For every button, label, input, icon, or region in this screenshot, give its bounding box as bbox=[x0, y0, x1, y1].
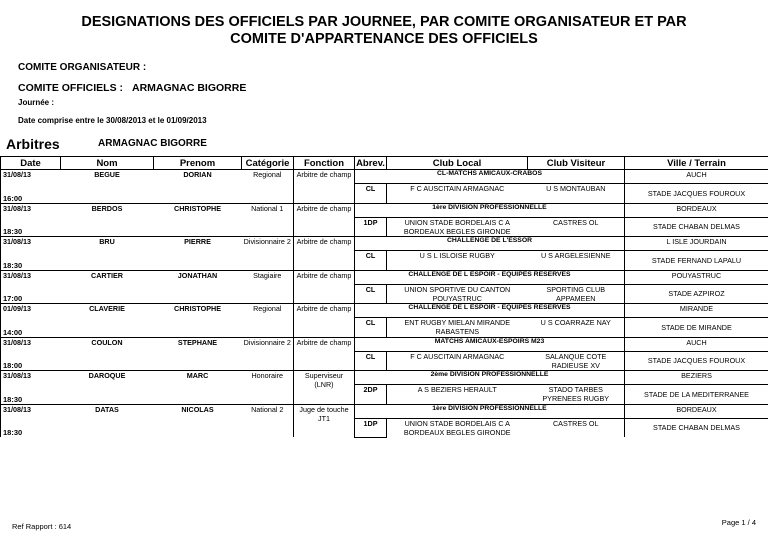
cell-competition: MATCHS AMICAUX-ESPOIRS M23 bbox=[355, 337, 625, 351]
page-number: Page 1 / 4 bbox=[721, 518, 756, 527]
comite-officiels-value: ARMAGNAC BIGORRE bbox=[132, 82, 247, 94]
table-header-row bbox=[1, 157, 768, 170]
cell-ville: L ISLE JOURDAIN bbox=[625, 237, 768, 251]
cell-abrev: 1DP bbox=[355, 217, 387, 237]
cell-club-visiteur: U S COARRAZE NAY bbox=[528, 318, 625, 338]
cell-fonction: Arbitre de champ bbox=[294, 170, 355, 204]
cell-terrain: STADE JACQUES FOUROUX bbox=[625, 184, 768, 204]
cell-ville: POUYASTRUC bbox=[625, 270, 768, 284]
table-row bbox=[1, 170, 768, 184]
cell-club-local: UNION SPORTIVE DU CANTON POUYASTRUC bbox=[404, 284, 511, 303]
cell-date: 31/08/13 bbox=[1, 237, 61, 251]
cell-prenom: PIERRE bbox=[154, 237, 242, 251]
table-row bbox=[1, 237, 768, 251]
cell-club-visiteur: U S MONTAUBAN bbox=[528, 184, 625, 204]
cell-categorie: National 2 bbox=[242, 404, 294, 418]
cell-date: 31/08/13 bbox=[1, 371, 61, 385]
cell-club-local: F C AUSCITAIN ARMAGNAC bbox=[410, 351, 505, 361]
cell-categorie: Divisionnaire 2 bbox=[242, 237, 294, 251]
section-comite: ARMAGNAC BIGORRE bbox=[98, 138, 207, 149]
col-prenom: Prenom bbox=[154, 157, 242, 170]
cell-ville: BORDEAUX bbox=[625, 203, 768, 217]
cell-competition: 1ère DIVISION PROFESSIONNELLE bbox=[355, 203, 625, 217]
table-row bbox=[1, 371, 768, 385]
cell-club-visiteur: CASTRES OL bbox=[528, 418, 625, 437]
cell-abrev: CL bbox=[355, 318, 387, 338]
cell-terrain: STADE DE MIRANDE bbox=[625, 318, 768, 338]
cell-abrev: CL bbox=[355, 184, 387, 204]
cell-nom: DAROQUE bbox=[61, 371, 154, 385]
cell-club-visiteur: SALANQUE COTE RADIEUSE XV bbox=[528, 351, 625, 371]
cell-categorie: Stagiaire bbox=[242, 270, 294, 284]
table-row bbox=[1, 404, 768, 418]
cell-date: 01/09/13 bbox=[1, 304, 61, 318]
cell-club-visiteur: SPORTING CLUB APPAMEEN bbox=[528, 284, 625, 304]
table-row bbox=[1, 203, 768, 217]
cell-fonction: Juge de touche JT1 bbox=[294, 404, 355, 437]
cell-club-local: U S L ISLOISE RUGBY bbox=[419, 251, 495, 260]
cell-heure: 14:00 bbox=[1, 328, 294, 338]
cell-club-local: A S BEZIERS HERAULT bbox=[417, 385, 497, 394]
cell-abrev: 1DP bbox=[355, 418, 387, 437]
cell-competition: CL-MATCHS AMICAUX-CRABOS bbox=[355, 170, 625, 184]
cell-competition: 1ère DIVISION PROFESSIONNELLE bbox=[355, 404, 625, 418]
cell-club-visiteur: CASTRES OL bbox=[528, 217, 625, 237]
table-row bbox=[1, 304, 768, 318]
cell-fonction: Arbitre de champ bbox=[294, 237, 355, 271]
cell-prenom: DORIAN bbox=[154, 170, 242, 184]
col-categorie: Catégorie bbox=[242, 157, 294, 170]
cell-categorie: National 1 bbox=[242, 203, 294, 217]
cell-fonction: Arbitre de champ bbox=[294, 304, 355, 338]
cell-fonction: Arbitre de champ bbox=[294, 270, 355, 304]
cell-club-visiteur: U S ARGELESIENNE bbox=[528, 251, 625, 271]
cell-ville: AUCH bbox=[625, 337, 768, 351]
comite-organisateur-label: COMITE ORGANISATEUR : bbox=[18, 62, 147, 73]
cell-abrev: CL bbox=[355, 284, 387, 304]
cell-prenom: STEPHANE bbox=[154, 337, 242, 351]
cell-ville: AUCH bbox=[625, 170, 768, 184]
cell-heure: 17:00 bbox=[1, 294, 294, 304]
report-title-line1: DESIGNATIONS DES OFFICIELS PAR JOURNEE, PAR COMITE ORGANISATEUR ET PAR bbox=[81, 14, 687, 30]
cell-heure: 18:00 bbox=[1, 361, 294, 371]
cell-terrain: STADE AZPIROZ bbox=[625, 284, 768, 304]
cell-fonction: Superviseur (LNR) bbox=[294, 371, 355, 405]
cell-categorie: Divisionnaire 2 bbox=[242, 337, 294, 351]
section-title: Arbitres bbox=[6, 136, 60, 152]
cell-nom: BRU bbox=[61, 237, 154, 251]
cell-nom: BERDOS bbox=[61, 203, 154, 217]
cell-date: 31/08/13 bbox=[1, 170, 61, 184]
cell-competition: CHALLENGE DE L'ESSOR bbox=[355, 237, 625, 251]
cell-terrain: STADE CHABAN DELMAS bbox=[625, 418, 768, 437]
cell-prenom: NICOLAS bbox=[154, 404, 242, 418]
cell-heure: 18:30 bbox=[1, 395, 294, 405]
cell-abrev: 2DP bbox=[355, 385, 387, 405]
cell-competition: CHALLENGE DE L ESPOIR - EQUIPES RESERVES bbox=[355, 304, 625, 318]
officials-table bbox=[0, 156, 768, 438]
cell-nom: CLAVERIE bbox=[61, 304, 154, 318]
journee-label: Journée : bbox=[18, 98, 55, 107]
cell-heure: 18:30 bbox=[1, 261, 294, 271]
cell-competition: 2ème DIVISION PROFESSIONNELLE bbox=[355, 371, 625, 385]
cell-nom: BEGUE bbox=[61, 170, 154, 184]
table-row bbox=[1, 270, 768, 284]
col-nom: Nom bbox=[61, 157, 154, 170]
cell-date: 31/08/13 bbox=[1, 270, 61, 284]
cell-club-local: ENT RUGBY MIELAN MIRANDE RABASTENS bbox=[404, 318, 511, 336]
cell-prenom: MARC bbox=[154, 371, 242, 385]
cell-terrain: STADE DE LA MEDITERRANEE bbox=[625, 385, 768, 405]
report-title-line2: COMITE D'APPARTENANCE DES OFFICIELS bbox=[230, 31, 538, 47]
cell-abrev: CL bbox=[355, 351, 387, 371]
cell-ville: MIRANDE bbox=[625, 304, 768, 318]
table-row bbox=[1, 337, 768, 351]
cell-prenom: CHRISTOPHE bbox=[154, 203, 242, 217]
cell-date: 31/08/13 bbox=[1, 337, 61, 351]
col-fonction: Fonction bbox=[294, 157, 355, 170]
col-club-visiteur: Club Visiteur bbox=[528, 157, 625, 170]
cell-terrain: STADE CHABAN DELMAS bbox=[625, 217, 768, 237]
cell-heure: 18:30 bbox=[1, 428, 294, 437]
cell-club-local: UNION STADE BORDELAIS C A BORDEAUX BEGLES GIRONDE bbox=[403, 217, 511, 236]
cell-nom: COULON bbox=[61, 337, 154, 351]
comite-officiels-label: COMITE OFFICIELS : bbox=[18, 82, 123, 94]
cell-fonction: Arbitre de champ bbox=[294, 203, 355, 237]
col-club-local: Club Local bbox=[387, 157, 528, 170]
cell-competition: CHALLENGE DE L ESPOIR - EQUIPES RESERVES bbox=[355, 270, 625, 284]
cell-prenom: CHRISTOPHE bbox=[154, 304, 242, 318]
col-abrev: Abrev. bbox=[356, 157, 385, 169]
cell-date: 31/08/13 bbox=[1, 404, 61, 418]
cell-fonction: Arbitre de champ bbox=[294, 337, 355, 371]
cell-date: 31/08/13 bbox=[1, 203, 61, 217]
cell-terrain: STADE FERNAND LAPALU bbox=[625, 251, 768, 271]
date-range: Date comprise entre le 30/08/2013 et le 01/09/2013 bbox=[18, 116, 207, 125]
cell-heure: 16:00 bbox=[1, 194, 294, 204]
cell-abrev: CL bbox=[355, 251, 387, 271]
col-ville-terrain: Ville / Terrain bbox=[625, 157, 768, 170]
cell-heure: 18:30 bbox=[1, 227, 294, 237]
cell-club-local: UNION STADE BORDELAIS C A BORDEAUX BEGLES GIRONDE bbox=[403, 418, 511, 437]
cell-ville: BEZIERS bbox=[625, 371, 768, 385]
cell-club-local: F C AUSCITAIN ARMAGNAC bbox=[410, 184, 505, 193]
report-ref: Ref Rapport : 614 bbox=[12, 522, 72, 531]
cell-terrain: STADE JACQUES FOUROUX bbox=[625, 351, 768, 371]
col-date: Date bbox=[1, 157, 61, 170]
cell-categorie: Regional bbox=[242, 304, 294, 318]
cell-ville: BORDEAUX bbox=[625, 404, 768, 418]
cell-categorie: Honoraire bbox=[242, 371, 294, 385]
cell-prenom: JONATHAN bbox=[154, 270, 242, 284]
cell-categorie: Regional bbox=[242, 170, 294, 184]
cell-club-visiteur: STADO TARBES PYRENEES RUGBY bbox=[528, 385, 625, 405]
cell-nom: CARTIER bbox=[61, 270, 154, 284]
cell-nom: DATAS bbox=[61, 404, 154, 418]
